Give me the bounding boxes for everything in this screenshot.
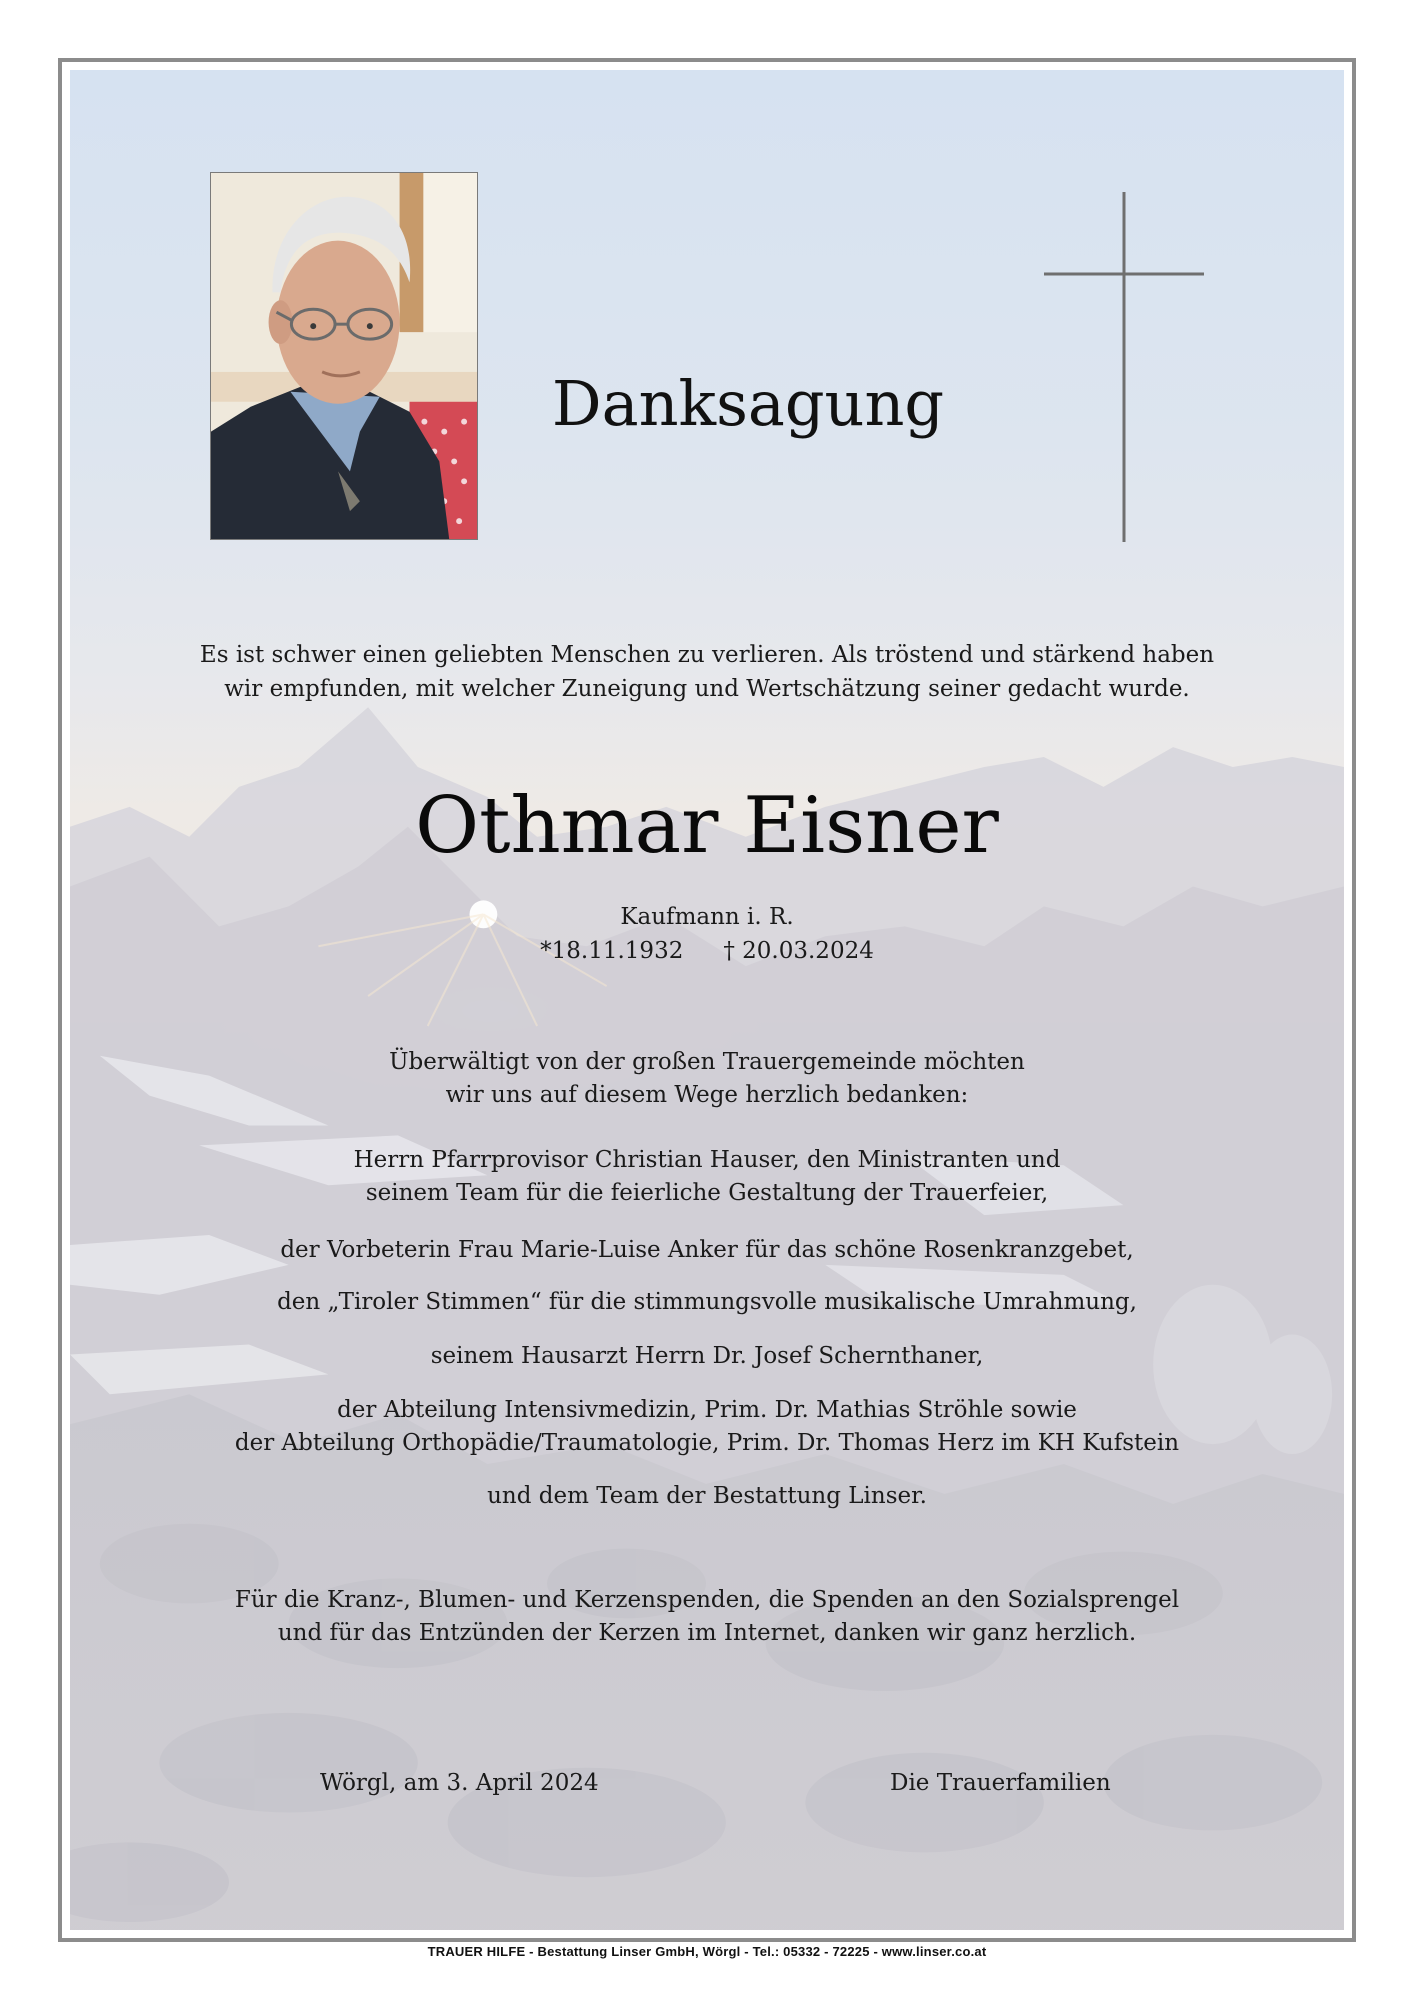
intro-line: Es ist schwer einen geliebten Menschen zu verlieren. Als tröstend und stärkend haben [199,642,1215,668]
thanks-item [130,1340,1284,1373]
donations-text [130,1584,1284,1650]
intro-line: wir empfunden, mit welcher Zuneigung und Wertschätzung seiner gedacht wurde. [224,676,1190,702]
thanks-line: und dem Team der Bestattung Linser. [487,1483,927,1509]
place-and-date: Wörgl, am 3. April 2024 [320,1770,599,1796]
thanks-line: Herrn Pfarrprovisor Christian Hauser, den Ministranten und [353,1147,1061,1173]
intro-text [130,638,1284,706]
thanks-line: den „Tiroler Stimmen“ für die stimmungsvolle musikalische Umrahmung, [277,1289,1137,1315]
footer-imprint: TRAUER HILFE - Bestattung Linser GmbH, Wörgl - Tel.: 05332 - 72225 - www.linser.co.at [427,1944,987,1959]
card-background [70,70,1344,1930]
life-dates [130,936,1284,966]
thanks-line: der Abteilung Orthopädie/Traumatologie, Prim. Dr. Thomas Herz im KH Kufstein [234,1430,1180,1456]
signature: Die Trauerfamilien [890,1770,1111,1796]
donations-line: Für die Kranz-, Blumen- und Kerzenspenden, die Spenden an den Sozialsprengel [234,1587,1180,1613]
birth-date: *18.11.1932 [540,938,684,964]
thanks-line: seinem Hausarzt Herrn Dr. Josef Schernthaner, [430,1343,984,1369]
thanks-line: der Abteilung Intensivmedizin, Prim. Dr. Mathias Ströhle sowie [337,1397,1077,1423]
thanks-item [130,1144,1284,1210]
notice-title: Danksagung [551,367,945,440]
deceased-occupation: Kaufmann i. R. [620,904,794,930]
donations-line: und für das Entzünden der Kerzen im Internet, danken wir ganz herzlich. [277,1620,1137,1646]
thanks-intro-line: Überwältigt von der großen Trauergemeinde möchten [389,1049,1025,1075]
latin-cross-icon [1044,192,1204,542]
death-date: † 20.03.2024 [723,938,874,964]
thanks-item [130,1480,1284,1513]
thanks-intro [130,1046,1284,1112]
thanks-item [130,1286,1284,1319]
thanks-line: der Vorbeterin Frau Marie-Luise Anker für das schöne Rosenkranzgebet, [280,1237,1134,1263]
portrait-photo [210,172,478,540]
obituary-card [58,58,1356,1942]
thanks-line: seinem Team für die feierliche Gestaltung der Trauerfeier, [365,1180,1049,1206]
thanks-intro-line: wir uns auf diesem Wege herzlich bedanken: [445,1082,969,1108]
deceased-name: Othmar Eisner [415,781,999,871]
thanks-item [130,1394,1284,1460]
thanks-item [130,1234,1284,1267]
